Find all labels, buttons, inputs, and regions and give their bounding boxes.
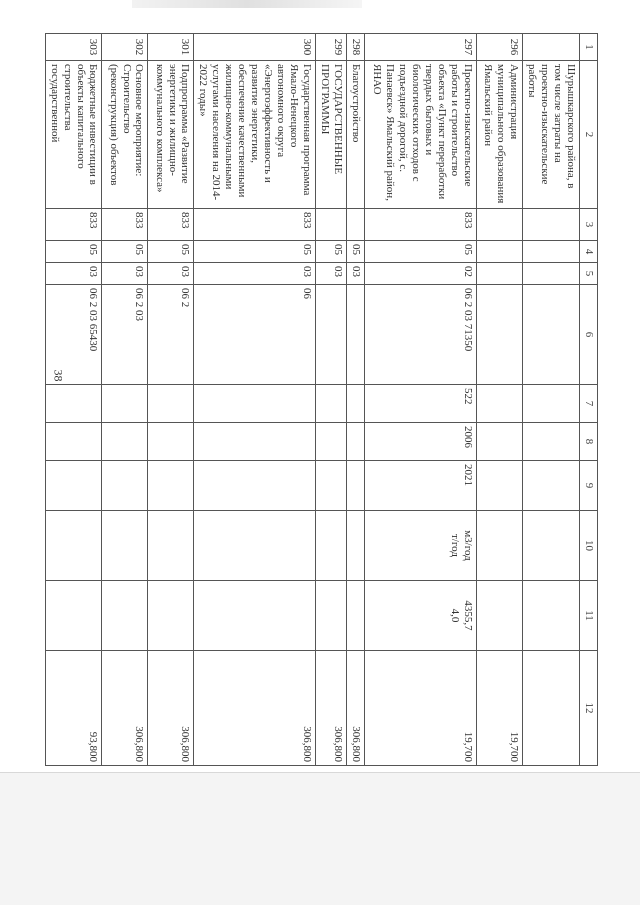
subsection-cell [477,263,523,285]
unit-cell [477,511,523,581]
code-cell [347,209,365,241]
name-cell: Шурышкарского района, в том числе затраты на проектно-изыскательские работы [523,61,580,209]
unit-cell [102,511,148,581]
amount-cell: 93,800 [45,651,102,766]
row-number-cell: 303 [45,34,102,61]
unit-cell [347,511,365,581]
end-year-cell [102,461,148,511]
expense-type-cell [316,385,347,423]
subsection-cell: 03 [316,263,347,285]
subsection-cell: 03 [194,263,316,285]
amount-cell: 306,800 [148,651,194,766]
target-article-cell [316,285,347,385]
header-cell: 3 [580,209,598,241]
start-year-cell [316,423,347,461]
code-cell [477,209,523,241]
capacity-cell [316,581,347,651]
amount-cell: 306,800 [347,651,365,766]
table-row [477,34,523,766]
section-cell: 05 [365,241,477,263]
table-row [365,34,477,766]
section-cell [523,241,580,263]
expense-type-cell: 522 [365,385,477,423]
row-number-cell: 302 [102,34,148,61]
amount-cell: 19,700 [365,651,477,766]
header-cell: 8 [580,423,598,461]
target-article-cell: 06 [194,285,316,385]
start-year-cell [102,423,148,461]
header-cell: 9 [580,461,598,511]
code-cell: 833 [45,209,102,241]
start-year-cell [148,423,194,461]
header-cell: 2 [580,61,598,209]
code-cell [316,209,347,241]
capacity-cell [523,581,580,651]
amount-cell: 306,800 [194,651,316,766]
amount-cell: 19,700 [477,651,523,766]
budget-table [45,33,598,766]
amount-cell: 306,800 [102,651,148,766]
start-year-cell [523,423,580,461]
header-cell: 11 [580,581,598,651]
start-year-cell [347,423,365,461]
capacity-cell [477,581,523,651]
name-cell: Основное мероприятие: Строительство (реконструкция) объектов [102,61,148,209]
start-year-cell [194,423,316,461]
end-year-cell [45,461,102,511]
name-cell: Администрация муниципального образования Ямальский район [477,61,523,209]
start-year-cell: 2006 [365,423,477,461]
code-cell: 833 [102,209,148,241]
row-number-cell: 297 [365,34,477,61]
table-row [148,34,194,766]
table-body [45,34,579,766]
header-row [580,34,598,766]
target-article-cell [347,285,365,385]
section-cell: 05 [316,241,347,263]
target-article-cell: 06 2 03 71350 [365,285,477,385]
name-cell: Государственная программа Ямало-Ненецкого автономного округа «Энергоэффективность и развитие энергетики, обеспечение качественными жилищно-коммунальными услугами населения на 2014-2022 годы» [194,61,316,209]
scan-artifact [132,0,362,8]
section-cell [477,241,523,263]
header-cell: 7 [580,385,598,423]
amount-cell: 306,800 [316,651,347,766]
target-article-cell [477,285,523,385]
expense-type-cell [523,385,580,423]
table-row [194,34,316,766]
expense-type-cell [347,385,365,423]
header-cell: 1 [580,34,598,61]
subsection-cell: 03 [45,263,102,285]
header-cell: 12 [580,651,598,766]
table-row [347,34,365,766]
target-article-cell: 06 2 [148,285,194,385]
table-row [316,34,347,766]
capacity-cell [45,581,102,651]
header-cell: 10 [580,511,598,581]
target-article-cell [523,285,580,385]
unit-cell [194,511,316,581]
subsection-cell: 03 [148,263,194,285]
table-row [523,34,580,766]
end-year-cell: 2021 [365,461,477,511]
capacity-cell [194,581,316,651]
capacity-cell [102,581,148,651]
header-cell: 6 [580,285,598,385]
section-cell: 05 [45,241,102,263]
name-cell: Благоустройство [347,61,365,209]
unit-cell [523,511,580,581]
end-year-cell [477,461,523,511]
header-cell: 4 [580,241,598,263]
table-row [102,34,148,766]
row-number-cell: 296 [477,34,523,61]
amount-cell [523,651,580,766]
page-number: 38 [51,369,66,382]
expense-type-cell [102,385,148,423]
capacity-cell [347,581,365,651]
end-year-cell [347,461,365,511]
start-year-cell [477,423,523,461]
name-cell: Бюджетные инвестиции в объекты капитального строительства государственной [45,61,102,209]
name-cell: Подпрограмма «Развитие энергетики и жилищно-коммунального комплекса» [148,61,194,209]
table-row [45,34,102,766]
subsection-cell: 03 [102,263,148,285]
code-cell: 833 [365,209,477,241]
end-year-cell [523,461,580,511]
expense-type-cell [148,385,194,423]
code-cell [523,209,580,241]
end-year-cell [316,461,347,511]
expense-type-cell [45,385,102,423]
subsection-cell: 02 [365,263,477,285]
code-cell: 833 [194,209,316,241]
code-cell: 833 [148,209,194,241]
section-cell: 05 [102,241,148,263]
section-cell: 05 [148,241,194,263]
expense-type-cell [194,385,316,423]
row-number-cell: 300 [194,34,316,61]
unit-cell [316,511,347,581]
capacity-cell: 4355,7 4,0 [365,581,477,651]
row-number-cell: 298 [347,34,365,61]
rotated-table-container [48,33,598,763]
capacity-cell [148,581,194,651]
unit-cell [148,511,194,581]
header-cell: 5 [580,263,598,285]
unit-cell [45,511,102,581]
end-year-cell [148,461,194,511]
name-cell: Проектно-изыскательские работы и строительство объекта «Пункт переработки твердых бытовых и биологических отходов с подъездной дорогой, с. Панаевск» Ямальский район, ЯНАО [365,61,477,209]
subsection-cell: 03 [347,263,365,285]
end-year-cell [194,461,316,511]
target-article-cell: 06 2 03 65430 [45,285,102,385]
name-cell: ГОСУДАРСТВЕННЫЕ ПРОГРАММЫ [316,61,347,209]
row-number-cell [523,34,580,61]
start-year-cell [45,423,102,461]
unit-cell: м3/год т/год [365,511,477,581]
row-number-cell: 299 [316,34,347,61]
section-cell: 05 [194,241,316,263]
target-article-cell: 06 2 03 [102,285,148,385]
section-cell: 05 [347,241,365,263]
expense-type-cell [477,385,523,423]
row-number-cell: 301 [148,34,194,61]
subsection-cell [523,263,580,285]
